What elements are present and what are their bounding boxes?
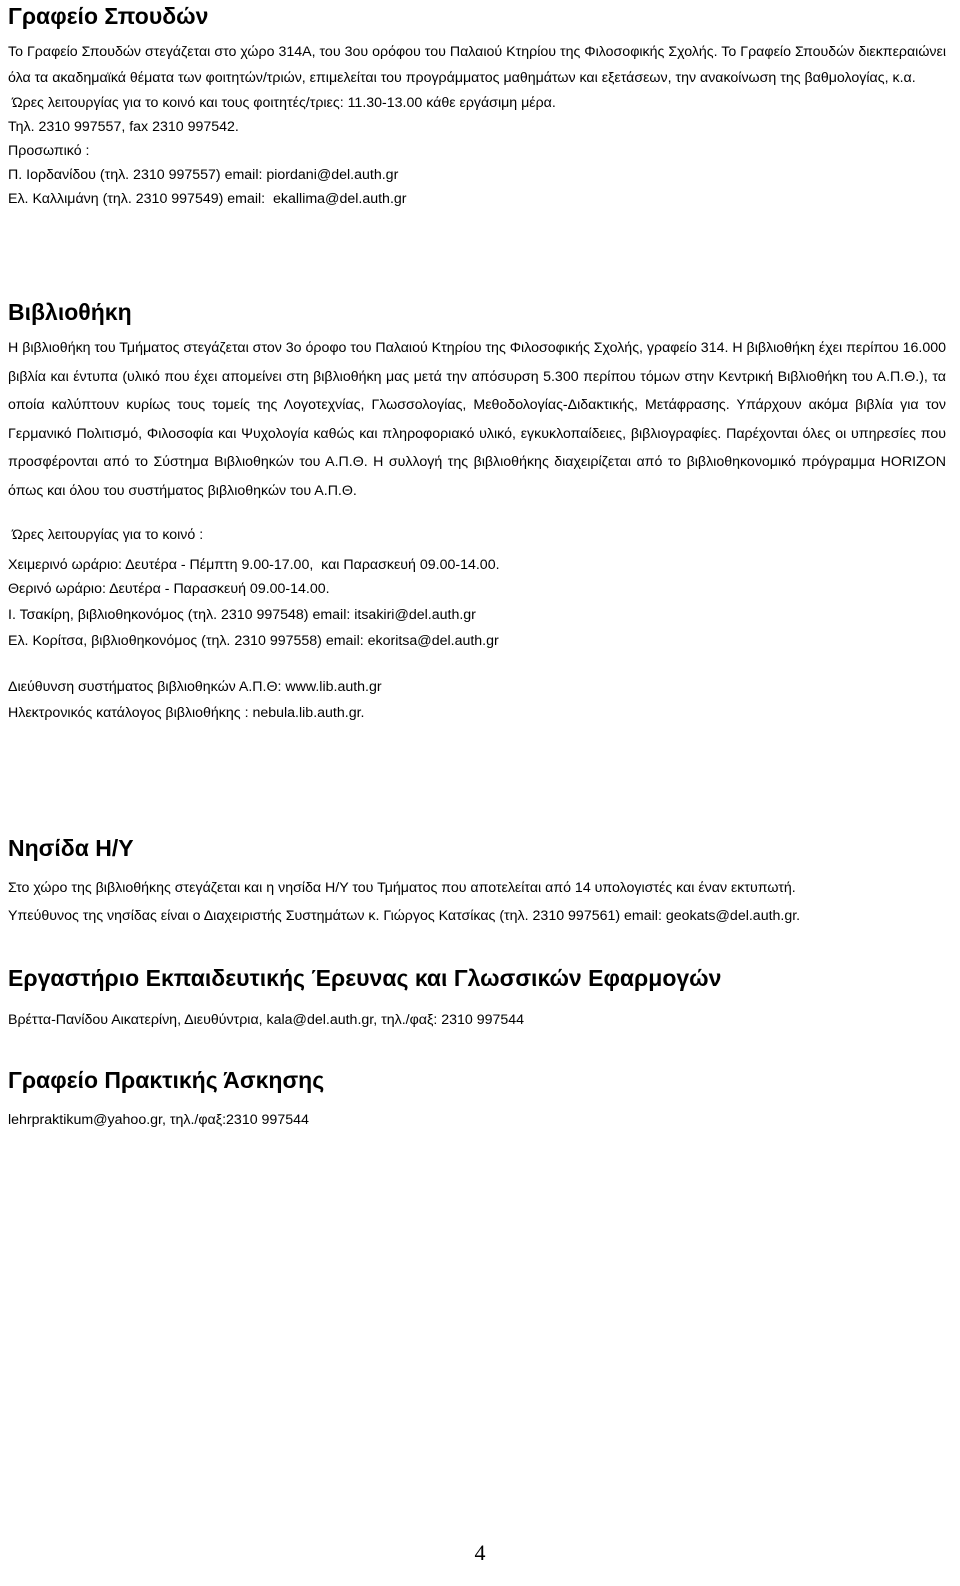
library-paragraph: Η βιβλιοθήκη του Τμήματος στεγάζεται στον 3ο όροφο του Παλαιού Κτηρίου της Φιλοσοφικής Σχολής, γραφείο 314. Η βιβλιοθήκη έχει περίπου 16.000 βιβλία και έντυπα (υλικό που έχει απομείνει στη βιβλιοθήκη μας μετά την απόσυρση 5.300 περίπου τόμων στην Κεντρική Βιβλιοθήκη του Α.Π.Θ.), τα οποία καλύπτουν κυρίως τους τομείς της Λογοτεχνίας, Γλωσσολογίας, Μεθοδολογίας-Διδακτικής, Μετάφρασης. Υπάρχουν ακόμα βιβλία για τον Γερμανικό Πολιτισμό, Φιλοσοφία και Ψυχολογία καθώς και πληροφοριακό υλικό, εγκυκλοπαίδειες, βιβλιογραφίες. Παρέχονται όλες οι υπηρεσίες που προσφέρονται από το Σύστημα Βιβλιοθηκών του Α.Π.Θ. Η συλλογή της βιβλιοθήκης διαχειρίζεται από το βιβλιοθηκονομικό πρόγραμμα HORIZON όπως και όλου του συστήματος βιβλιοθηκών του Α.Π.Θ. (8, 340, 946, 499)
research-lab-line: Βρέττα-Πανίδου Αικατερίνη, Διευθύντρια, kala@del.auth.gr, τηλ./φαξ: 2310 997544 (8, 1012, 525, 1028)
research-lab-section (8, 964, 946, 1032)
studies-office-section (8, 0, 946, 211)
studies-office-phone: Τηλ. 2310 997557, fax 2310 997542. (8, 119, 239, 135)
internship-office-section (8, 1066, 946, 1132)
studies-office-staff-label: Προσωπικό : (8, 143, 90, 159)
library-title: Βιβλιοθήκη (8, 299, 132, 325)
librarian-2: Ελ. Κορίτσα, βιβλιοθηκονόμος (τηλ. 2310 997558) email: ekoritsa@del.auth.gr (8, 633, 499, 649)
computer-lab-title: Νησίδα Η/Υ (8, 835, 134, 861)
studies-office-staff-1: Π. Ιορδανίδου (τηλ. 2310 997557) email: piordani@del.auth.gr (8, 167, 399, 183)
computer-lab-line-2: Υπεύθυνος της νησίδας είναι ο Διαχειριστής Συστημάτων κ. Γιώργος Κατσίκας (τηλ. 2310 997561) email: geokats@del.auth.gr. (8, 908, 801, 924)
studies-office-title: Γραφείο Σπουδών (8, 3, 209, 29)
library-section (8, 298, 946, 725)
computer-lab-section (8, 834, 946, 928)
library-system-url: Διεύθυνση συστήματος βιβλιοθηκών Α.Π.Θ: www.lib.auth.gr (8, 679, 382, 695)
studies-office-paragraph: Το Γραφείο Σπουδών στεγάζεται στο χώρο 314Α, του 3ου ορόφου του Παλαιού Κτηρίου της Φιλοσοφικής Σχολής. Το Γραφείο Σπουδών διεκπεραιώνει όλα τα ακαδημαϊκά θέματα των φοιτητών/τριών, επιμελείται του προγράμματος μαθημάτων και εξετάσεων, την ανακοίνωση της βαθμολογίας, κ.α. (8, 44, 946, 86)
library-summer-hours: Θερινό ωράριο: Δευτέρα - Παρασκευή 09.00-14.00. (8, 581, 330, 597)
library-winter-hours: Χειμερινό ωράριο: Δευτέρα - Πέμπτη 9.00-17.00, και Παρασκευή 09.00-14.00. (8, 557, 500, 573)
library-catalog: Ηλεκτρονικός κατάλογος βιβλιοθήκης : nebula.lib.auth.gr. (8, 705, 365, 721)
page-number: 4 (474, 1540, 486, 1565)
computer-lab-line-1: Στο χώρο της βιβλιοθήκης στεγάζεται και η νησίδα Η/Υ του Τμήματος που αποτελείται από 14 υπολογιστές και έναν εκτυπωτή. (8, 880, 796, 896)
internship-office-line: lehrpraktikum@yahoo.gr, τηλ./φαξ:2310 997544 (8, 1112, 309, 1128)
library-hours-label: Ώρες λειτουργίας για το κοινό : (8, 527, 204, 543)
librarian-1: Ι. Τσακίρη, βιβλιοθηκονόμος (τηλ. 2310 997548) email: itsakiri@del.auth.gr (8, 607, 476, 623)
studies-office-staff-2: Ελ. Καλλιμάνη (τηλ. 2310 997549) email: ekallima@del.auth.gr (8, 191, 407, 207)
internship-office-title: Γραφείο Πρακτικής Άσκησης (8, 1067, 325, 1093)
research-lab-title: Εργαστήριο Εκπαιδευτικής Έρευνας και Γλωσσικών Εφαρμογών (8, 965, 722, 991)
studies-office-hours: Ώρες λειτουργίας για το κοινό και τους φοιτητές/τριες: 11.30-13.00 κάθε εργάσιμη μέρα. (8, 95, 556, 111)
